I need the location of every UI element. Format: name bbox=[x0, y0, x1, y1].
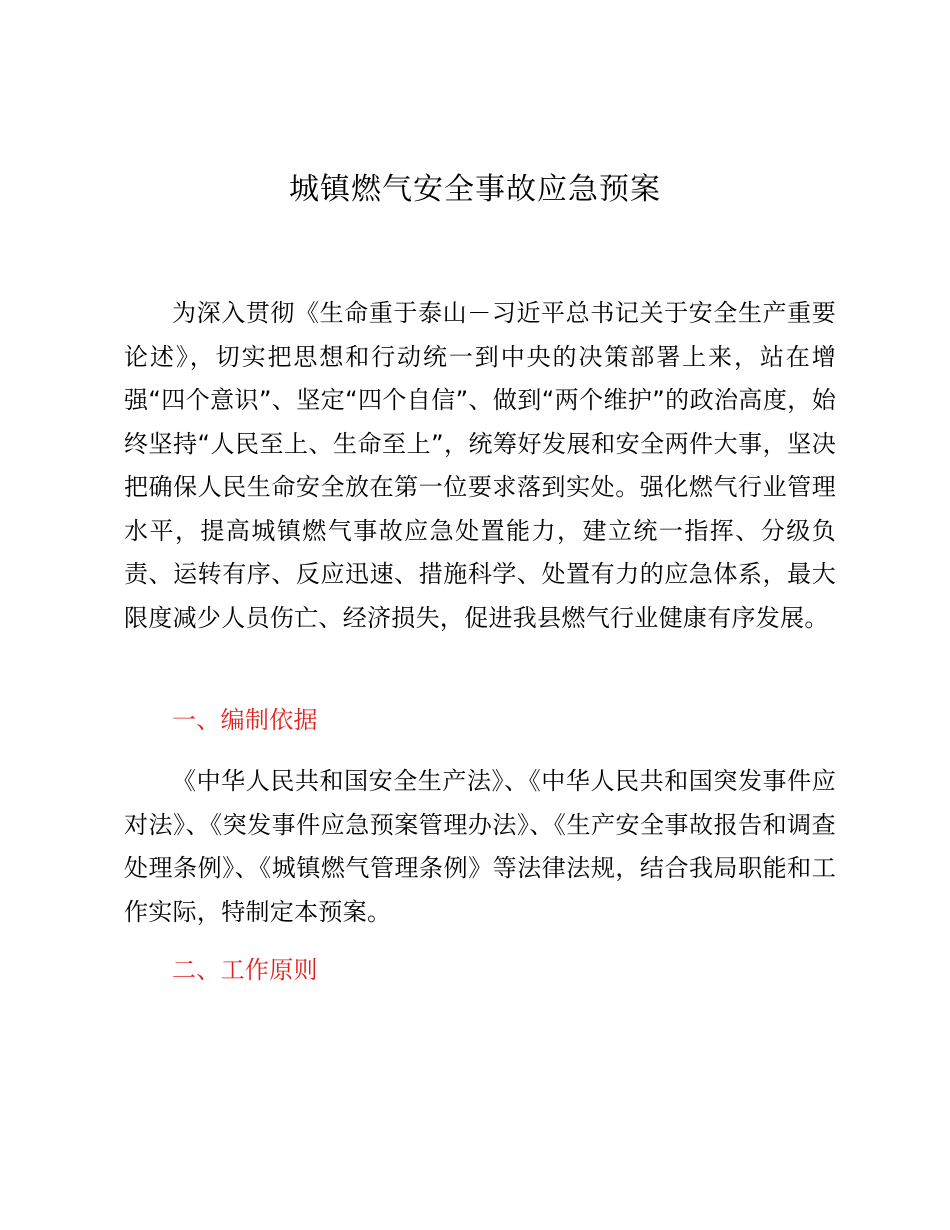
document-title: 城镇燃气安全事故应急预案 bbox=[289, 172, 661, 207]
intro-paragraph: 为深入贯彻《生命重于泰山－习近平总书记关于安全生产重要论述》，切实把思想和行动统一到中央的决策部署上来，站在增强“四个意识”、坚定“四个自信”、做到“两个维护”的政治高度，始终坚持“人民至上、生命至上”，统筹好发展和安全两件大事，坚决把确保人民生命安全放在第一位要求落到实处。强化燃气行业管理水平，提高城镇燃气事故应急处置能力，建立统一指挥、分级负责、运转有序、反应迅速、措施科学、处置有力的应急体系，最大限度减少人员伤亡、经济损失，促进我县燃气行业健康有序发展。 bbox=[124, 299, 836, 632]
section-heading-principles: 二、工作原则 bbox=[172, 956, 318, 984]
section-body-basis: 《中华人民共和国安全生产法》、《中华人民共和国突发事件应对法》、《突发事件应急预案管理办法》、《生产安全事故报告和调查处理条例》、《城镇燃气管理条例》等法律法规，结合我局职能和工作实际，特制定本预案。 bbox=[124, 767, 836, 926]
section-heading-basis: 一、编制依据 bbox=[172, 706, 318, 734]
